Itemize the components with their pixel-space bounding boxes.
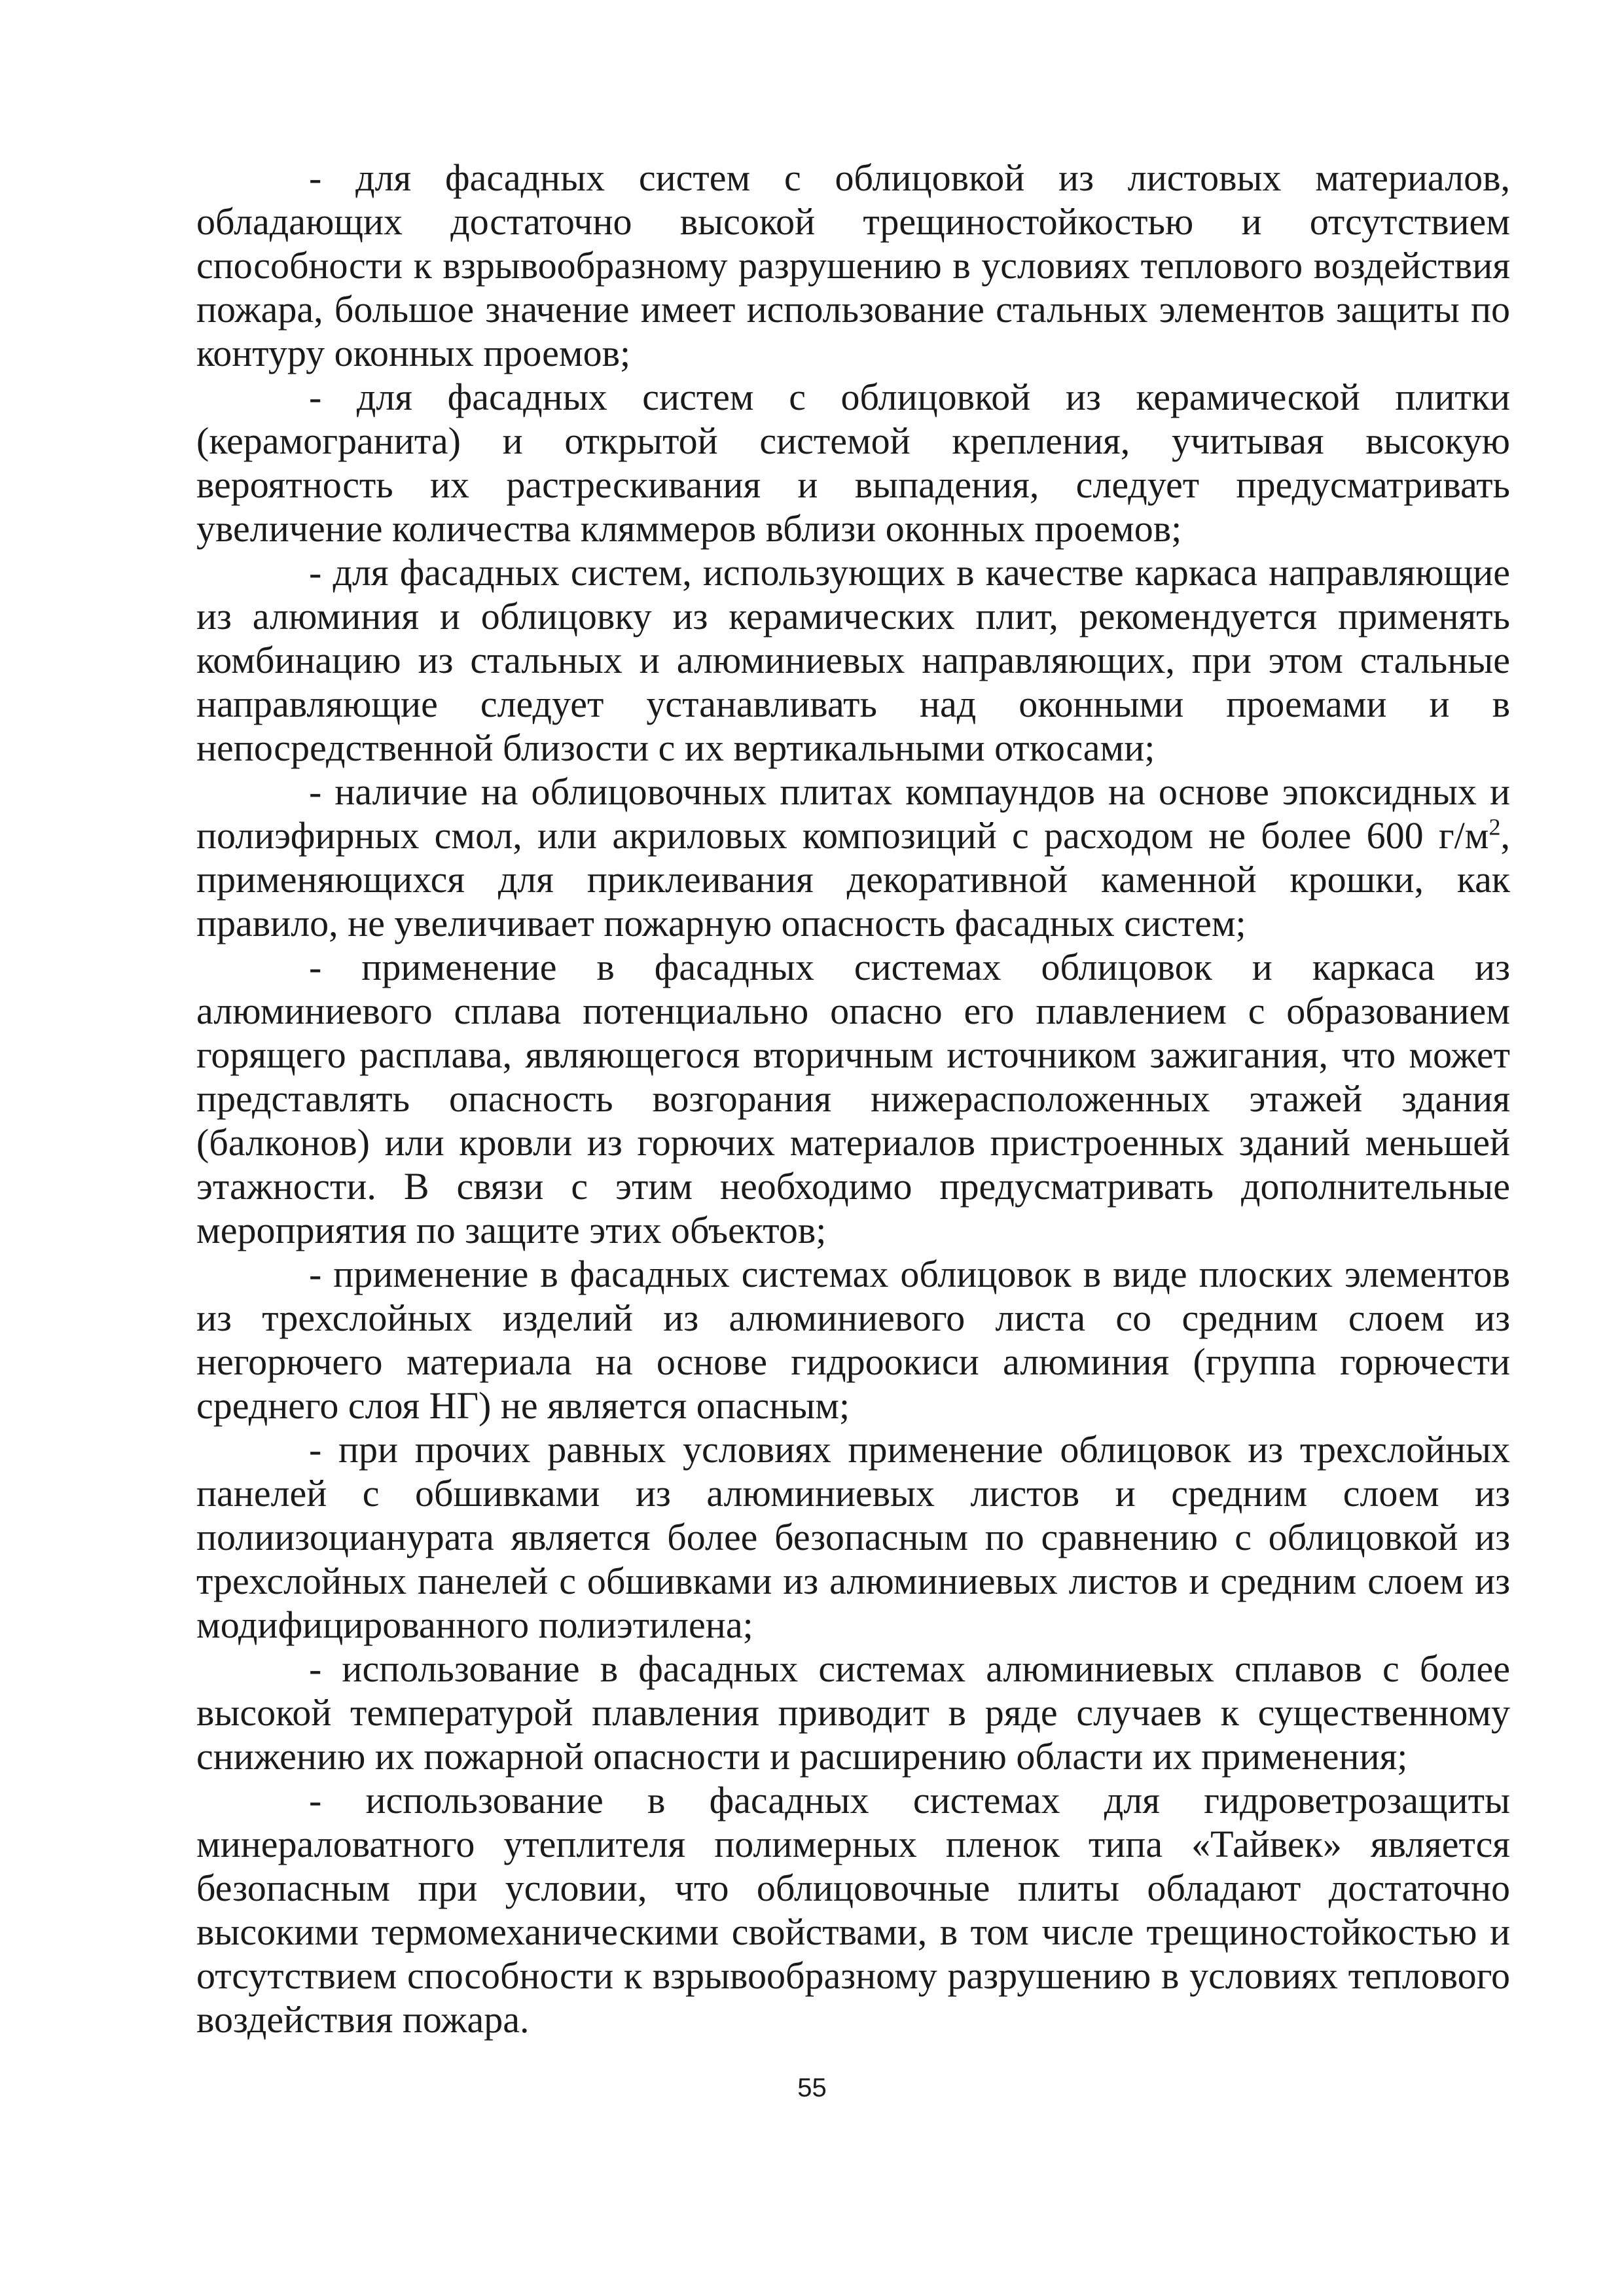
list-item-tyvek-films: - использование в фасадных системах для гидроветрозащиты минераловатного утеплителя полимерных пленок типа «Тайвек» является безопасным при условии, что облицовочные плиты обладают достаточно высокими термомеханическими свойствами, в том числе трещиностойкостью и отсутствием способности к взрывообразному разрушению в условиях теплового воздействия пожара. [196,1779,1510,2041]
page-number: 55 [797,2073,827,2102]
list-item-high-melting-alloys: - использование в фасадных системах алюминиевых сплавов с более высокой температурой плавления приводит в ряде случаев к существенному снижению их пожарной опасности и расширению области их применения; [196,1647,1510,1778]
list-item-compounds-consumption [196,770,1510,945]
list-item-polyisocyanurate-panels: - при прочих равных условиях применение облицовок из трехслойных панелей с обшивками из алюминиевых листов и средним слоем из полиизоцианурата является более безопасным по сравнению с облицовкой из трехслойных панелей с обшивками из алюминиевых листов и средним слоем из модифицированного полиэтилена; [196,1428,1510,1646]
list-item-compounds-text-before: - наличие на облицовочных плитах компаундов на основе эпоксидных и полиэфирных смол, или акриловых композиций с расходом не более 600 г/м [196,770,1510,857]
list-item-aluminium-alloy-melting: - применение в фасадных системах облицовок и каркаса из алюминиевого сплава потенциально опасно его плавлением с образованием горящего расплава, являющегося вторичным источником зажигания, что может представлять опасность возгорания нижерасположенных этажей здания (балконов) или кровли из горючих материалов пристроенных зданий меньшей этажности. В связи с этим необходимо предусматривать дополнительные мероприятия по защите этих объектов; [196,946,1510,1251]
list-item-three-layer-nonflammable: - применение в фасадных системах облицовок в виде плоских элементов из трехслойных изделий из алюминиевого листа со средним слоем из негорючего материала на основе гидроокиси алюминия (группа горючести среднего слоя НГ) не является опасным; [196,1253,1510,1427]
document-body [196,156,1510,2041]
list-item-compounds-text-after: , применяющихся для приклеивания декоративной каменной крошки, как правило, не увеличивает пожарную опасность фасадных систем; [196,814,1510,944]
list-item-ceramic-tile-clamps: - для фасадных систем с облицовкой из керамической плитки (керамогранита) и открытой системой крепления, учитывая высокую вероятность их растрескивания и выпадения, следует предусматривать увеличение количества кляммеров вблизи оконных проемов; [196,376,1510,550]
superscript-square: 2 [1489,814,1501,840]
list-item-steel-aluminium-guides: - для фасадных систем, использующих в качестве каркаса направляющие из алюминия и облицовку из керамических плит, рекомендуется применять комбинацию из стальных и алюминиевых направляющих, при этом стальные направляющие следует устанавливать над оконными проемами и в непосредственной близости с их вертикальными откосами; [196,551,1510,769]
list-item-steel-window-protection: - для фасадных систем с облицовкой из листовых материалов, обладающих достаточно высокой трещиностойкостью и отсутствием способности к взрывообразному разрушению в условиях теплового воздействия пожара, большое значение имеет использование стальных элементов защиты по контуру оконных проемов; [196,156,1510,374]
